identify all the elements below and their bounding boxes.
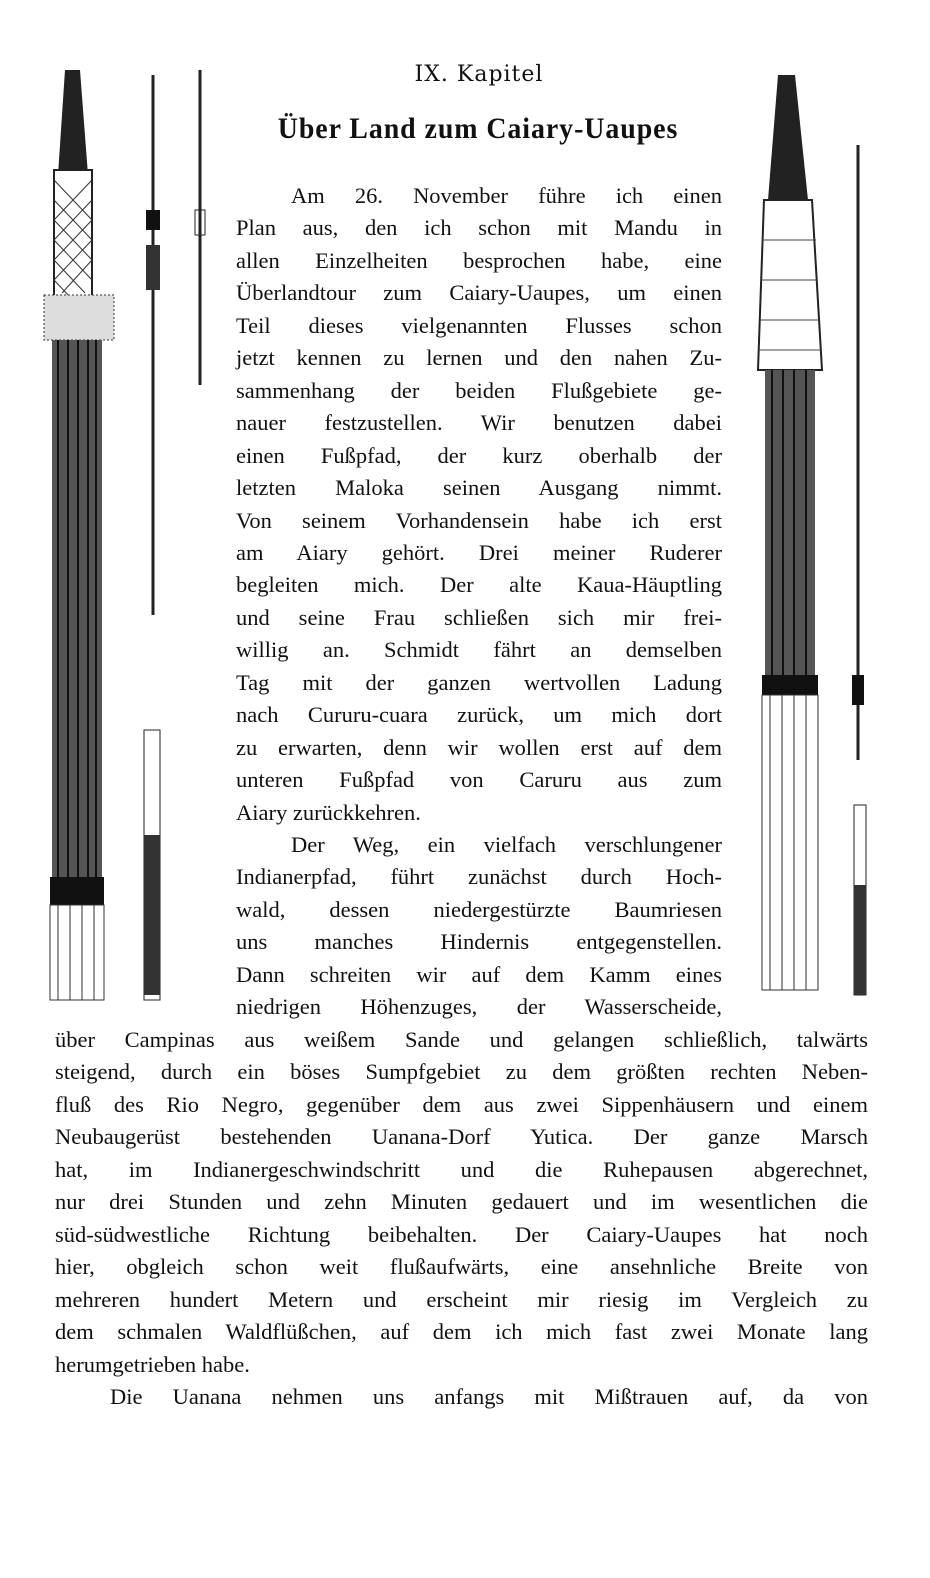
text-line: nur drei Stunden und zehn Minuten gedauert und im wesentlichen die	[55, 1189, 868, 1215]
text-line: sammenhang der beiden Flußgebiete ge-	[236, 377, 722, 403]
text-line: Am 26. November führe ich einen	[291, 183, 722, 208]
chapter-title: Über Land zum Caiary-Uaupes	[277, 112, 679, 145]
text-line: Von seinem Vorhandensein habe ich erst	[236, 507, 722, 533]
text-line: begleiten mich. Der alte Kaua-Häuptling	[236, 572, 722, 598]
text-line: letzten Maloka seinen Ausgang nimmt.	[236, 475, 722, 501]
chapter-number: IX. Kapitel	[414, 62, 544, 87]
text-line: wald, dessen niedergestürzte Baumriesen	[236, 896, 722, 922]
text-line: am Aiary gehört. Drei meiner Ruderer	[236, 539, 722, 565]
spear-illustration-right	[750, 70, 880, 1000]
text-line: allen Einzelheiten besprochen habe, eine	[236, 247, 722, 273]
text-line: Indianerpfad, führt zunächst durch Hoch-	[236, 864, 722, 890]
text-line: Teil dieses vielgenannten Flusses schon	[236, 312, 722, 338]
text-line: nach Cururu-cuara zurück, um mich dort	[236, 702, 722, 728]
text-line: herumgetrieben habe.	[55, 1351, 250, 1377]
text-line: hat, im Indianergeschwindschritt und die Ruhepausen abgerechnet,	[55, 1156, 868, 1182]
text-line: uns manches Hindernis entgegenstellen.	[236, 929, 722, 955]
text-line: niedrigen Höhenzuges, der Wasserscheide,	[236, 994, 722, 1020]
text-line: Tag mit der ganzen wertvollen Ladung	[236, 669, 722, 695]
text-line: fluß des Rio Negro, gegenüber dem aus zwei Sippenhäusern und einem	[55, 1091, 868, 1117]
text-line: und seine Frau schließen sich mir frei-	[236, 604, 722, 630]
text-line: Überlandtour zum Caiary-Uaupes, um einen	[236, 280, 722, 306]
text-line: willig an. Schmidt fährt an demselben	[236, 637, 722, 663]
text-line: Der Weg, ein vielfach verschlungener	[291, 832, 722, 857]
text-line: hier, obgleich schon weit flußaufwärts, eine ansehnliche Breite von	[55, 1254, 868, 1280]
text-line: Plan aus, den ich schon mit Mandu in	[236, 215, 722, 241]
text-line: mehreren hundert Metern und erscheint mir riesig im Vergleich zu	[55, 1286, 868, 1312]
text-line: steigend, durch ein böses Sumpfgebiet zu dem größten rechten Neben-	[55, 1059, 868, 1085]
text-line: zu erwarten, denn wir wollen erst auf dem	[236, 734, 722, 760]
spear-illustration-left-2	[190, 70, 210, 390]
text-line: Neubaugerüst bestehenden Uanana-Dorf Yutica. Der ganze Marsch	[55, 1124, 868, 1150]
text-line: Dann schreiten wir auf dem Kamm eines	[236, 961, 722, 987]
spear-illustration-left	[40, 65, 170, 1005]
text-line: süd-südwestliche Richtung beibehalten. Der Caiary-Uaupes hat noch	[55, 1221, 868, 1247]
text-line: Die Uanana nehmen uns anfangs mit Mißtrauen auf, da von	[110, 1383, 868, 1409]
text-line: einen Fußpfad, der kurz oberhalb der	[236, 442, 722, 468]
text-line: Aiary zurückkehren.	[236, 799, 421, 825]
text-line: über Campinas aus weißem Sande und gelangen schließlich, talwärts	[55, 1027, 868, 1052]
text-line: nauer festzustellen. Wir benutzen dabei	[236, 410, 722, 436]
text-line: dem schmalen Waldflüßchen, auf dem ich mich fast zwei Monate lang	[55, 1319, 868, 1345]
text-line: jetzt kennen zu lernen und den nahen Zu-	[236, 345, 722, 371]
text-line: unteren Fußpfad von Caruru aus zum	[236, 767, 722, 793]
